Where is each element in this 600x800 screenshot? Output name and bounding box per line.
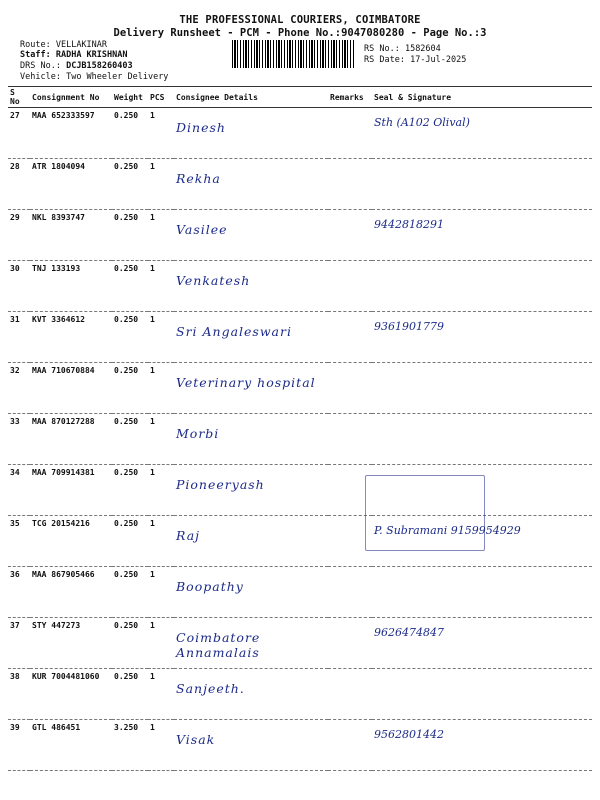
cell-consignment-no: MAA 709914381	[30, 465, 112, 516]
cell-signature: P. Subramani 9159954929	[372, 516, 592, 567]
staff-label: Staff:	[20, 50, 51, 60]
cell-remarks	[328, 618, 372, 669]
col-consignee: Consignee Details	[174, 87, 328, 108]
col-sno: S No	[8, 87, 30, 108]
cell-consignee: Pioneeryash	[174, 465, 328, 516]
cell-pcs: 1	[148, 669, 174, 720]
col-pcs: PCS	[148, 87, 174, 108]
cell-consignment-no: STY 447273	[30, 618, 112, 669]
cell-remarks	[328, 261, 372, 312]
cell-consignee: Morbi	[174, 414, 328, 465]
cell-consignment-no: MAA 870127288	[30, 414, 112, 465]
cell-weight: 0.250	[112, 363, 148, 414]
col-weight: Weight	[112, 87, 148, 108]
table-row	[8, 210, 592, 261]
cell-consignee: Rekha	[174, 159, 328, 210]
cell-pcs: 1	[148, 567, 174, 618]
cell-weight: 0.250	[112, 465, 148, 516]
cell-sno: 35	[8, 516, 30, 567]
cell-sno: 29	[8, 210, 30, 261]
runsheet-table	[8, 86, 592, 771]
cell-signature	[372, 669, 592, 720]
table-row	[8, 465, 592, 516]
cell-remarks	[328, 312, 372, 363]
cell-sno: 32	[8, 363, 30, 414]
cell-remarks	[328, 414, 372, 465]
cell-signature: 9361901779	[372, 312, 592, 363]
vehicle-value: Two Wheeler Delivery	[66, 72, 169, 82]
col-consignment: Consignment No	[30, 87, 112, 108]
cell-remarks	[328, 669, 372, 720]
rs-date-line	[364, 55, 466, 65]
table-header-row	[8, 87, 592, 108]
cell-remarks	[328, 720, 372, 771]
drs-line	[20, 61, 133, 71]
cell-consignee: Coimbatore Annamalais	[174, 618, 328, 669]
cell-signature: Sth (A102 Olival)	[372, 108, 592, 159]
cell-signature	[372, 261, 592, 312]
cell-consignee: Sri Angaleswari	[174, 312, 328, 363]
table-row	[8, 159, 592, 210]
cell-pcs: 1	[148, 618, 174, 669]
cell-consignment-no: KVT 3364612	[30, 312, 112, 363]
rs-no-value: 1582604	[404, 44, 441, 54]
cell-consignee: Boopathy	[174, 567, 328, 618]
cell-weight: 3.250	[112, 720, 148, 771]
col-remarks: Remarks	[328, 87, 372, 108]
cell-remarks	[328, 363, 372, 414]
cell-weight: 0.250	[112, 414, 148, 465]
cell-consignment-no: ATR 1804094	[30, 159, 112, 210]
barcode	[232, 40, 354, 68]
staff-line	[20, 50, 128, 60]
cell-sno: 38	[8, 669, 30, 720]
table-row	[8, 414, 592, 465]
cell-remarks	[328, 210, 372, 261]
rs-no-label: RS No.:	[364, 44, 400, 54]
cell-pcs: 1	[148, 516, 174, 567]
cell-pcs: 1	[148, 210, 174, 261]
cell-consignment-no: TNJ 133193	[30, 261, 112, 312]
cell-consignee: Vasilee	[174, 210, 328, 261]
cell-pcs: 1	[148, 414, 174, 465]
cell-consignee: Dinesh	[174, 108, 328, 159]
cell-signature: 9562801442	[372, 720, 592, 771]
route-line	[20, 40, 107, 50]
rs-date-value: 17-Jul-2025	[410, 55, 467, 65]
cell-remarks	[328, 567, 372, 618]
cell-sno: 33	[8, 414, 30, 465]
col-signature: Seal & Signature	[372, 87, 592, 108]
cell-sno: 30	[8, 261, 30, 312]
cell-pcs: 1	[148, 465, 174, 516]
cell-weight: 0.250	[112, 210, 148, 261]
table-row	[8, 312, 592, 363]
cell-consignee: Raj	[174, 516, 328, 567]
cell-weight: 0.250	[112, 567, 148, 618]
cell-signature	[372, 567, 592, 618]
cell-pcs: 1	[148, 720, 174, 771]
cell-weight: 0.250	[112, 312, 148, 363]
stamp-box	[365, 475, 485, 551]
cell-consignment-no: MAA 867905466	[30, 567, 112, 618]
vehicle-line	[20, 72, 168, 82]
cell-remarks	[328, 108, 372, 159]
staff-value: RADHA KRISHNAN	[55, 50, 128, 60]
cell-consignment-no: GTL 486451	[30, 720, 112, 771]
cell-consignment-no: MAA 652333597	[30, 108, 112, 159]
cell-consignee: Veterinary hospital	[174, 363, 328, 414]
cell-sno: 39	[8, 720, 30, 771]
cell-consignment-no: TCG 20154216	[30, 516, 112, 567]
rs-no-line	[364, 44, 441, 54]
cell-sno: 27	[8, 108, 30, 159]
cell-pcs: 1	[148, 261, 174, 312]
cell-weight: 0.250	[112, 159, 148, 210]
table-row	[8, 618, 592, 669]
cell-sno: 34	[8, 465, 30, 516]
table-row	[8, 567, 592, 618]
cell-consignment-no: MAA 710670884	[30, 363, 112, 414]
cell-consignee: Venkatesh	[174, 261, 328, 312]
cell-sno: 36	[8, 567, 30, 618]
vehicle-label: Vehicle:	[20, 72, 61, 82]
cell-pcs: 1	[148, 312, 174, 363]
cell-pcs: 1	[148, 363, 174, 414]
cell-sno: 28	[8, 159, 30, 210]
table-row	[8, 363, 592, 414]
cell-weight: 0.250	[112, 108, 148, 159]
cell-weight: 0.250	[112, 669, 148, 720]
company-title: THE PROFESSIONAL COURIERS, COIMBATORE	[179, 14, 421, 26]
route-value: VELLAKINAR	[55, 40, 108, 50]
cell-weight: 0.250	[112, 618, 148, 669]
cell-sno: 37	[8, 618, 30, 669]
cell-pcs: 1	[148, 159, 174, 210]
cell-signature	[372, 414, 592, 465]
cell-consignee: Sanjeeth.	[174, 669, 328, 720]
runsheet-subtitle: Delivery Runsheet - PCM - Phone No.:9047080280 - Page No.:3	[113, 27, 487, 39]
cell-signature: 9626474847	[372, 618, 592, 669]
cell-sno: 31	[8, 312, 30, 363]
drs-value: DCJB158260403	[66, 61, 133, 71]
cell-pcs: 1	[148, 108, 174, 159]
cell-weight: 0.250	[112, 516, 148, 567]
table-row	[8, 261, 592, 312]
table-row	[8, 108, 592, 159]
cell-remarks	[328, 159, 372, 210]
drs-label: DRS No.:	[20, 61, 61, 71]
cell-signature	[372, 363, 592, 414]
table-row	[8, 669, 592, 720]
rs-date-label: RS Date:	[364, 55, 405, 65]
cell-consignment-no: NKL 8393747	[30, 210, 112, 261]
table-row	[8, 720, 592, 771]
route-label: Route:	[20, 40, 51, 50]
cell-weight: 0.250	[112, 261, 148, 312]
table-row	[8, 516, 592, 567]
cell-consignment-no: KUR 7004481060	[30, 669, 112, 720]
cell-consignee: Visak	[174, 720, 328, 771]
cell-signature	[372, 159, 592, 210]
cell-signature: 9442818291	[372, 210, 592, 261]
